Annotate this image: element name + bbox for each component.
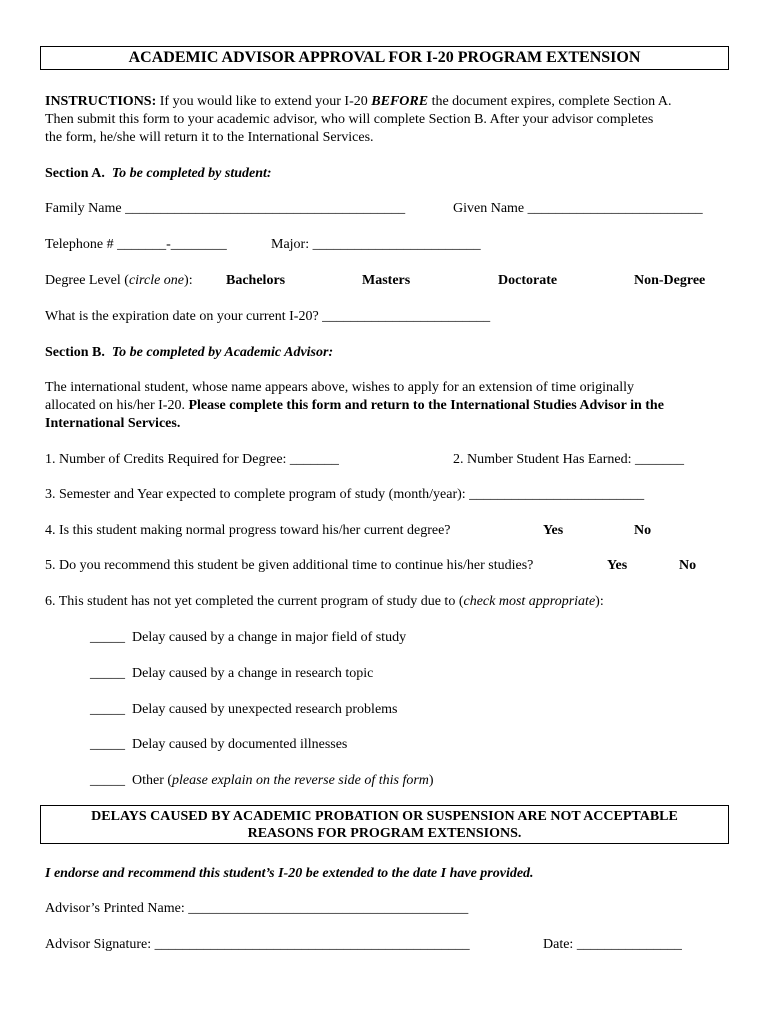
given-name-field[interactable]: Given Name _________________________ xyxy=(453,201,703,216)
reason-check-blank[interactable]: _____ xyxy=(90,702,125,717)
advisor-signature-field[interactable]: Advisor Signature: _____________________________________________ xyxy=(45,937,470,952)
reason-check-blank[interactable]: _____ xyxy=(90,773,125,788)
before-emphasis: BEFORE xyxy=(371,94,429,109)
progress-no-option[interactable]: No xyxy=(634,523,652,538)
degree-option-doctorate[interactable]: Doctorate xyxy=(498,273,558,288)
reason-check-blank[interactable]: _____ xyxy=(90,666,125,681)
reason-illnesses: _____ Delay caused by documented illnesses xyxy=(90,737,348,752)
form-title: ACADEMIC ADVISOR APPROVAL FOR I-20 PROGRAM EXTENSION xyxy=(40,46,729,70)
reason-research-topic: _____ Delay caused by a change in research topic xyxy=(90,666,374,681)
section-a-heading: Section A. To be completed by student: xyxy=(45,166,272,181)
reason-major-change: _____ Delay caused by a change in major field of study xyxy=(90,630,407,645)
major-field[interactable]: Major: ________________________ xyxy=(271,237,481,252)
instructions-label: INSTRUCTIONS: xyxy=(45,94,157,109)
recommend-no-option[interactable]: No xyxy=(679,558,697,573)
section-b-paragraph-line-2: allocated on his/her I-20. Please complete this form and return to the International Studies Advisor in the xyxy=(45,398,664,413)
reason-research-problems: _____ Delay caused by unexpected research problems xyxy=(90,702,398,717)
progress-question: 4. Is this student making normal progress toward his/her current degree? xyxy=(45,523,451,538)
notice-line-2: REASONS FOR PROGRAM EXTENSIONS. xyxy=(247,826,522,841)
expiration-date-field[interactable]: What is the expiration date on your current I-20? ________________________ xyxy=(45,309,491,324)
endorsement-statement: I endorse and recommend this student’s I-20 be extended to the date I have provided. xyxy=(45,866,534,881)
family-name-field[interactable]: Family Name ________________________________________ xyxy=(45,201,406,216)
completion-date-field[interactable]: 3. Semester and Year expected to complete program of study (month/year): _________________________ xyxy=(45,487,645,502)
credits-required-field[interactable]: 1. Number of Credits Required for Degree: _______ xyxy=(45,452,339,467)
date-field[interactable]: Date: _______________ xyxy=(543,937,682,952)
section-b-paragraph-line-3: International Services. xyxy=(45,416,181,431)
progress-yes-option[interactable]: Yes xyxy=(543,523,564,538)
section-b-heading: Section B. To be completed by Academic Advisor: xyxy=(45,345,334,360)
delay-reason-question: 6. This student has not yet completed the current program of study due to (check most appropriate): xyxy=(45,594,604,609)
instructions-line-3: the form, he/she will return it to the International Services. xyxy=(45,130,374,145)
telephone-field[interactable]: Telephone # _______-________ xyxy=(45,237,227,252)
instructions-line-1: INSTRUCTIONS: If you would like to extend your I-20 BEFORE the document expires, complete Section A. xyxy=(45,94,672,109)
notice-line-1: DELAYS CAUSED BY ACADEMIC PROBATION OR SUSPENSION ARE NOT ACCEPTABLE xyxy=(91,809,678,824)
degree-level-label: Degree Level (circle one): xyxy=(45,273,193,288)
recommend-question: 5. Do you recommend this student be given additional time to continue his/her studies? xyxy=(45,558,534,573)
reason-check-blank[interactable]: _____ xyxy=(90,737,125,752)
recommend-yes-option[interactable]: Yes xyxy=(607,558,628,573)
advisor-printed-name-field[interactable]: Advisor’s Printed Name: ________________________________________ xyxy=(45,901,469,916)
reason-other: _____ Other (please explain on the reverse side of this form) xyxy=(90,773,434,788)
degree-option-non-degree[interactable]: Non-Degree xyxy=(634,273,706,288)
reason-check-blank[interactable]: _____ xyxy=(90,630,125,645)
degree-option-masters[interactable]: Masters xyxy=(362,273,411,288)
degree-option-bachelors[interactable]: Bachelors xyxy=(226,273,286,288)
section-b-paragraph-line-1: The international student, whose name appears above, wishes to apply for an extension of time originally xyxy=(45,380,635,395)
notice-box xyxy=(40,805,729,844)
credits-earned-field[interactable]: 2. Number Student Has Earned: _______ xyxy=(453,452,684,467)
instructions-line-2: Then submit this form to your academic advisor, who will complete Section B. After your advisor completes xyxy=(45,112,654,127)
